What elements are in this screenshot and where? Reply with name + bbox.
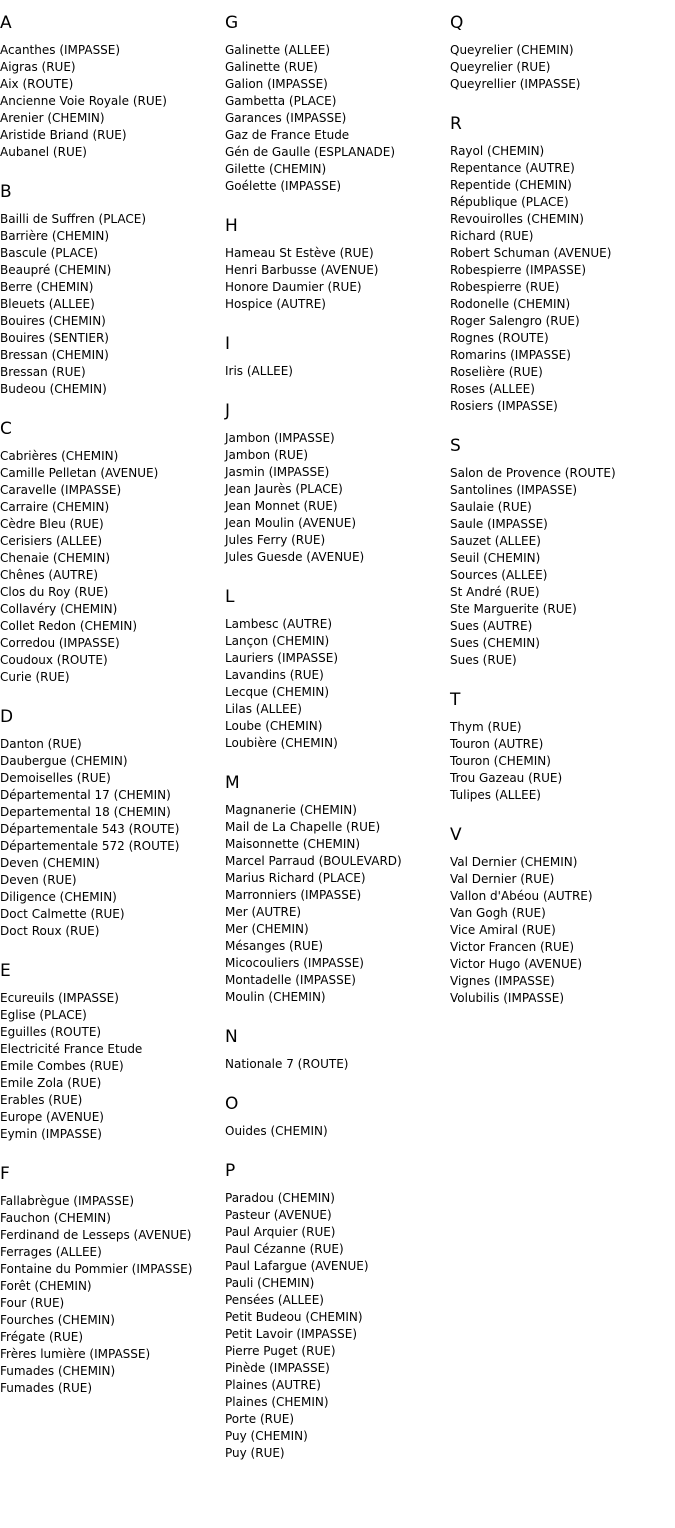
letter-heading: N	[225, 1027, 238, 1047]
street-link[interactable]: Ste Marguerite (RUE)	[450, 602, 577, 616]
street-link[interactable]: Goélette (IMPASSE)	[225, 179, 342, 193]
street-link[interactable]: Van Gogh (RUE)	[450, 906, 546, 920]
street-link[interactable]: Jean Jaurès (PLACE)	[225, 482, 343, 496]
street-link[interactable]: Jules Ferry (RUE)	[225, 533, 326, 547]
street-link[interactable]: Richard (RUE)	[450, 229, 534, 243]
letter-section	[450, 113, 675, 415]
street-link[interactable]: Ancienne Voie Royale (RUE)	[0, 94, 167, 108]
street-link[interactable]: Ouides (CHEMIN)	[225, 1124, 328, 1138]
street-list	[0, 1193, 225, 1397]
street-link[interactable]: Paradou (CHEMIN)	[225, 1191, 335, 1205]
street-link[interactable]: Barrière (CHEMIN)	[0, 229, 110, 243]
street-link[interactable]: Rayol (CHEMIN)	[450, 144, 545, 158]
street-link[interactable]: Touron (AUTRE)	[450, 737, 544, 751]
street-link[interactable]: Queyrelier (CHEMIN)	[450, 43, 574, 57]
street-link[interactable]: Paul Arquier (RUE)	[225, 1225, 336, 1239]
street-link[interactable]: Petit Budeou (CHEMIN)	[225, 1310, 363, 1324]
street-link[interactable]: Lilas (ALLEE)	[225, 702, 302, 716]
street-link[interactable]: Gaz de France Etude	[225, 128, 350, 142]
street-link[interactable]: Emile Combes (RUE)	[0, 1059, 124, 1073]
street-list	[0, 42, 225, 161]
street-link[interactable]: Acanthes (IMPASSE)	[0, 43, 121, 57]
letter-section	[450, 12, 675, 93]
street-link[interactable]: Cerisiers (ALLEE)	[0, 534, 103, 548]
letter-heading: T	[450, 690, 461, 710]
street-link[interactable]: Eymin (IMPASSE)	[0, 1127, 102, 1141]
street-link[interactable]: Jules Guesde (AVENUE)	[225, 550, 365, 564]
street-link[interactable]: Jambon (RUE)	[225, 448, 309, 462]
street-list	[450, 143, 675, 415]
street-link[interactable]: Sources (ALLEE)	[450, 568, 548, 582]
street-link[interactable]: Romarins (IMPASSE)	[450, 348, 571, 362]
street-link[interactable]: Rosiers (IMPASSE)	[450, 399, 558, 413]
street-link[interactable]: Cabrières (CHEMIN)	[0, 449, 119, 463]
letter-section	[0, 12, 225, 161]
street-link[interactable]: Diligence (CHEMIN)	[0, 890, 117, 904]
street-link[interactable]: Paul Cézanne (RUE)	[225, 1242, 344, 1256]
street-link[interactable]: Touron (CHEMIN)	[450, 754, 551, 768]
street-link[interactable]: Carraire (CHEMIN)	[0, 500, 110, 514]
street-link[interactable]: Deven (RUE)	[0, 873, 77, 887]
street-link[interactable]: Ecureuils (IMPASSE)	[0, 991, 119, 1005]
street-link[interactable]: Tulipes (ALLEE)	[450, 788, 541, 802]
street-link[interactable]: Sues (CHEMIN)	[450, 636, 540, 650]
street-list	[225, 1056, 450, 1073]
letter-section	[0, 1163, 225, 1397]
street-link[interactable]: Pauli (CHEMIN)	[225, 1276, 315, 1290]
street-link[interactable]: Chênes (AUTRE)	[0, 568, 99, 582]
street-link[interactable]: Departemental 18 (CHEMIN)	[0, 805, 171, 819]
street-link[interactable]: Eguilles (ROUTE)	[0, 1025, 102, 1039]
street-link[interactable]: Vallon d'Abéou (AUTRE)	[450, 889, 593, 903]
street-link[interactable]: Paul Lafargue (AVENUE)	[225, 1259, 369, 1273]
street-list	[450, 719, 675, 804]
street-link[interactable]: Départementale 543 (ROUTE)	[0, 822, 180, 836]
street-link[interactable]: Bailli de Suffren (PLACE)	[0, 212, 147, 226]
street-link[interactable]: Robespierre (RUE)	[450, 280, 560, 294]
letter-section	[225, 772, 450, 1006]
street-link[interactable]: Petit Lavoir (IMPASSE)	[225, 1327, 358, 1341]
street-link[interactable]: Val Dernier (RUE)	[450, 872, 555, 886]
street-link[interactable]: Fauchon (CHEMIN)	[0, 1211, 111, 1225]
street-link[interactable]: Marronniers (IMPASSE)	[225, 888, 362, 902]
street-link[interactable]: Repentide (CHEMIN)	[450, 178, 572, 192]
letter-section	[225, 12, 450, 195]
street-link[interactable]: Galinette (RUE)	[225, 60, 318, 74]
street-link[interactable]: Porte (RUE)	[225, 1412, 295, 1426]
street-link[interactable]: Maisonnette (CHEMIN)	[225, 837, 361, 851]
street-link[interactable]: Cèdre Bleu (RUE)	[0, 517, 104, 531]
street-link[interactable]: Jean Moulin (AVENUE)	[225, 516, 357, 530]
street-link[interactable]: Bressan (RUE)	[0, 365, 86, 379]
street-link[interactable]: Garances (IMPASSE)	[225, 111, 347, 125]
street-link[interactable]: Plaines (AUTRE)	[225, 1378, 321, 1392]
street-link[interactable]: Queyrelier (RUE)	[450, 60, 551, 74]
street-link[interactable]: Aubanel (RUE)	[0, 145, 87, 159]
street-link[interactable]: Salon de Provence (ROUTE)	[450, 466, 616, 480]
street-link[interactable]: République (PLACE)	[450, 195, 569, 209]
letter-section	[225, 1160, 450, 1462]
letter-heading: V	[450, 825, 462, 845]
street-link[interactable]: Four (RUE)	[0, 1296, 65, 1310]
letter-section	[225, 586, 450, 752]
street-link[interactable]: Saule (IMPASSE)	[450, 517, 548, 531]
street-link[interactable]: Robert Schuman (AVENUE)	[450, 246, 612, 260]
letter-heading: G	[225, 13, 239, 33]
street-link[interactable]: Coudoux (ROUTE)	[0, 653, 108, 667]
letter-heading: C	[0, 419, 12, 439]
street-link[interactable]: Gén de Gaulle (ESPLANADE)	[225, 145, 396, 159]
street-list	[225, 42, 450, 195]
street-link[interactable]: Victor Francen (RUE)	[450, 940, 575, 954]
street-link[interactable]: Corredou (IMPASSE)	[0, 636, 120, 650]
letter-section	[450, 824, 675, 1007]
street-link[interactable]: Revouirolles (CHEMIN)	[450, 212, 584, 226]
letter-heading: E	[0, 961, 11, 981]
street-link[interactable]: Seuil (CHEMIN)	[450, 551, 541, 565]
street-link[interactable]: Jambon (IMPASSE)	[225, 431, 335, 445]
letter-section	[225, 1026, 450, 1073]
street-link[interactable]: Gilette (CHEMIN)	[225, 162, 327, 176]
street-link[interactable]: Santolines (IMPASSE)	[450, 483, 578, 497]
street-link[interactable]: Micocouliers (IMPASSE)	[225, 956, 364, 970]
street-link[interactable]: Curie (RUE)	[0, 670, 70, 684]
street-link[interactable]: Sauzet (ALLEE)	[450, 534, 541, 548]
street-link[interactable]: Frères lumière (IMPASSE)	[0, 1347, 151, 1361]
letter-heading: F	[0, 1164, 10, 1184]
letter-heading: B	[0, 182, 12, 202]
letter-section	[450, 689, 675, 804]
letter-heading: J	[225, 401, 231, 421]
letter-heading: L	[225, 587, 235, 607]
street-link[interactable]: Galinette (ALLEE)	[225, 43, 331, 57]
street-link[interactable]: Saulaie (RUE)	[450, 500, 532, 514]
street-link[interactable]: Hameau St Estève (RUE)	[225, 246, 374, 260]
street-link[interactable]: Lavandins (RUE)	[225, 668, 324, 682]
street-link[interactable]: Lançon (CHEMIN)	[225, 634, 330, 648]
street-link[interactable]: Jean Monnet (RUE)	[225, 499, 338, 513]
street-link[interactable]: Rognes (ROUTE)	[450, 331, 549, 345]
letter-heading: O	[225, 1094, 239, 1114]
street-link[interactable]: Fallabrègue (IMPASSE)	[0, 1194, 135, 1208]
street-link[interactable]: Aristide Briand (RUE)	[0, 128, 127, 142]
letter-heading: I	[225, 334, 231, 354]
street-link[interactable]: Ferrages (ALLEE)	[0, 1245, 102, 1259]
street-link[interactable]: Départemental 17 (CHEMIN)	[0, 788, 171, 802]
street-list	[450, 465, 675, 669]
street-link[interactable]: Electricité France Etude	[0, 1042, 143, 1056]
street-link[interactable]: Bleuets (ALLEE)	[0, 297, 95, 311]
street-link[interactable]: Roselière (RUE)	[450, 365, 543, 379]
street-link[interactable]: Départementale 572 (ROUTE)	[0, 839, 180, 853]
street-link[interactable]: Puy (CHEMIN)	[225, 1429, 308, 1443]
street-link[interactable]: Roger Salengro (RUE)	[450, 314, 580, 328]
street-link[interactable]: Demoiselles (RUE)	[0, 771, 111, 785]
street-link[interactable]: Marius Richard (PLACE)	[225, 871, 366, 885]
street-list	[0, 990, 225, 1143]
street-link[interactable]: Marcel Parraud (BOULEVARD)	[225, 854, 402, 868]
letter-heading: A	[0, 13, 12, 33]
letter-section	[0, 960, 225, 1143]
street-link[interactable]: Iris (ALLEE)	[225, 364, 293, 378]
street-link[interactable]: Collavéry (CHEMIN)	[0, 602, 118, 616]
street-link[interactable]: Arenier (CHEMIN)	[0, 111, 105, 125]
street-link[interactable]: Bascule (PLACE)	[0, 246, 99, 260]
street-link[interactable]: Henri Barbusse (AVENUE)	[225, 263, 379, 277]
street-link[interactable]: Pensées (ALLEE)	[225, 1293, 324, 1307]
street-link[interactable]: Budeou (CHEMIN)	[0, 382, 107, 396]
street-link[interactable]: Eglise (PLACE)	[0, 1008, 87, 1022]
street-list	[0, 211, 225, 398]
street-link[interactable]: Erables (RUE)	[0, 1093, 83, 1107]
street-link[interactable]: Pasteur (AVENUE)	[225, 1208, 332, 1222]
directory-column	[0, 0, 225, 1397]
street-list	[225, 1123, 450, 1140]
street-list	[0, 736, 225, 940]
street-link[interactable]: Lauriers (IMPASSE)	[225, 651, 339, 665]
street-link[interactable]: Magnanerie (CHEMIN)	[225, 803, 357, 817]
street-link[interactable]: Aigras (RUE)	[0, 60, 76, 74]
street-list	[225, 430, 450, 566]
street-link[interactable]: Lecque (CHEMIN)	[225, 685, 330, 699]
street-link[interactable]: Bouires (CHEMIN)	[0, 314, 106, 328]
street-link[interactable]: Lambesc (AUTRE)	[225, 617, 332, 631]
street-link[interactable]: Loubière (CHEMIN)	[225, 736, 338, 750]
street-link[interactable]: Galion (IMPASSE)	[225, 77, 328, 91]
street-link[interactable]: Chenaie (CHEMIN)	[0, 551, 111, 565]
street-list	[225, 245, 450, 313]
street-link[interactable]: Rodonelle (CHEMIN)	[450, 297, 571, 311]
letter-section	[0, 706, 225, 940]
street-link[interactable]: Gambetta (PLACE)	[225, 94, 337, 108]
street-link[interactable]: Honore Daumier (RUE)	[225, 280, 362, 294]
street-link[interactable]: Aix (ROUTE)	[0, 77, 74, 91]
street-link[interactable]: Pierre Puget (RUE)	[225, 1344, 336, 1358]
street-link[interactable]: Bressan (CHEMIN)	[0, 348, 109, 362]
street-list	[225, 616, 450, 752]
letter-heading: P	[225, 1161, 236, 1181]
street-link[interactable]: Montadelle (IMPASSE)	[225, 973, 356, 987]
street-link[interactable]: Beaupré (CHEMIN)	[0, 263, 112, 277]
letter-heading: H	[225, 216, 238, 236]
street-link[interactable]: Mer (CHEMIN)	[225, 922, 309, 936]
street-list	[450, 42, 675, 93]
street-link[interactable]: Repentance (AUTRE)	[450, 161, 575, 175]
street-link[interactable]: Trou Gazeau (RUE)	[450, 771, 563, 785]
street-link[interactable]: Danton (RUE)	[0, 737, 82, 751]
street-link[interactable]: Mail de La Chapelle (RUE)	[225, 820, 381, 834]
directory-column	[450, 0, 675, 1007]
letter-heading: M	[225, 773, 240, 793]
street-link[interactable]: Sues (RUE)	[450, 653, 517, 667]
street-link[interactable]: Berre (CHEMIN)	[0, 280, 94, 294]
street-link[interactable]: Mer (AUTRE)	[225, 905, 302, 919]
street-link[interactable]: Puy (RUE)	[225, 1446, 285, 1460]
letter-heading: R	[450, 114, 462, 134]
street-link[interactable]: Victor Hugo (AVENUE)	[450, 957, 583, 971]
street-link[interactable]: Camille Pelletan (AVENUE)	[0, 466, 159, 480]
street-link[interactable]: Hospice (AUTRE)	[225, 297, 326, 311]
street-list	[225, 802, 450, 1006]
letter-heading: Q	[450, 13, 464, 33]
street-link[interactable]: Deven (CHEMIN)	[0, 856, 100, 870]
street-link[interactable]: Ferdinand de Lesseps (AVENUE)	[0, 1228, 192, 1242]
street-link[interactable]: Fumades (RUE)	[0, 1381, 93, 1395]
letter-section	[0, 181, 225, 398]
street-list	[0, 448, 225, 686]
street-link[interactable]: Frégate (RUE)	[0, 1330, 84, 1344]
street-link[interactable]: Moulin (CHEMIN)	[225, 990, 326, 1004]
letter-heading: D	[0, 707, 14, 727]
street-list	[225, 363, 450, 380]
street-link[interactable]: Doct Calmette (RUE)	[0, 907, 125, 921]
street-link[interactable]: Queyrellier (IMPASSE)	[450, 77, 581, 91]
street-link[interactable]: Roses (ALLEE)	[450, 382, 535, 396]
street-link[interactable]: Clos du Roy (RUE)	[0, 585, 109, 599]
street-link[interactable]: Fourches (CHEMIN)	[0, 1313, 115, 1327]
street-link[interactable]: Emile Zola (RUE)	[0, 1076, 102, 1090]
street-link[interactable]: Sues (AUTRE)	[450, 619, 533, 633]
street-link[interactable]: Forêt (CHEMIN)	[0, 1279, 92, 1293]
street-link[interactable]: Mésanges (RUE)	[225, 939, 324, 953]
street-link[interactable]: Plaines (CHEMIN)	[225, 1395, 329, 1409]
street-link[interactable]: Doct Roux (RUE)	[0, 924, 100, 938]
directory-column	[225, 0, 450, 1462]
street-link[interactable]: Thym (RUE)	[450, 720, 522, 734]
street-link[interactable]: Europe (AVENUE)	[0, 1110, 104, 1124]
street-link[interactable]: Bouires (SENTIER)	[0, 331, 109, 345]
street-link[interactable]: Vice Amiral (RUE)	[450, 923, 556, 937]
street-link[interactable]: Vignes (IMPASSE)	[450, 974, 555, 988]
letter-section	[225, 215, 450, 313]
letter-section	[450, 435, 675, 669]
street-link[interactable]: Val Dernier (CHEMIN)	[450, 855, 578, 869]
street-link[interactable]: Collet Redon (CHEMIN)	[0, 619, 138, 633]
street-link[interactable]: Jasmin (IMPASSE)	[225, 465, 330, 479]
street-link[interactable]: Pinède (IMPASSE)	[225, 1361, 330, 1375]
street-link[interactable]: St André (RUE)	[450, 585, 540, 599]
letter-section	[225, 333, 450, 380]
letter-heading: S	[450, 436, 461, 456]
street-link[interactable]: Nationale 7 (ROUTE)	[225, 1057, 349, 1071]
street-link[interactable]: Fontaine du Pommier (IMPASSE)	[0, 1262, 193, 1276]
letter-section	[225, 1093, 450, 1140]
letter-section	[225, 400, 450, 566]
letter-section	[0, 418, 225, 686]
street-link[interactable]: Daubergue (CHEMIN)	[0, 754, 128, 768]
street-link[interactable]: Caravelle (IMPASSE)	[0, 483, 122, 497]
street-list	[225, 1190, 450, 1462]
street-list	[450, 854, 675, 1007]
street-link[interactable]: Loube (CHEMIN)	[225, 719, 323, 733]
street-link[interactable]: Fumades (CHEMIN)	[0, 1364, 116, 1378]
street-link[interactable]: Robespierre (IMPASSE)	[450, 263, 587, 277]
street-link[interactable]: Volubilis (IMPASSE)	[450, 991, 564, 1005]
